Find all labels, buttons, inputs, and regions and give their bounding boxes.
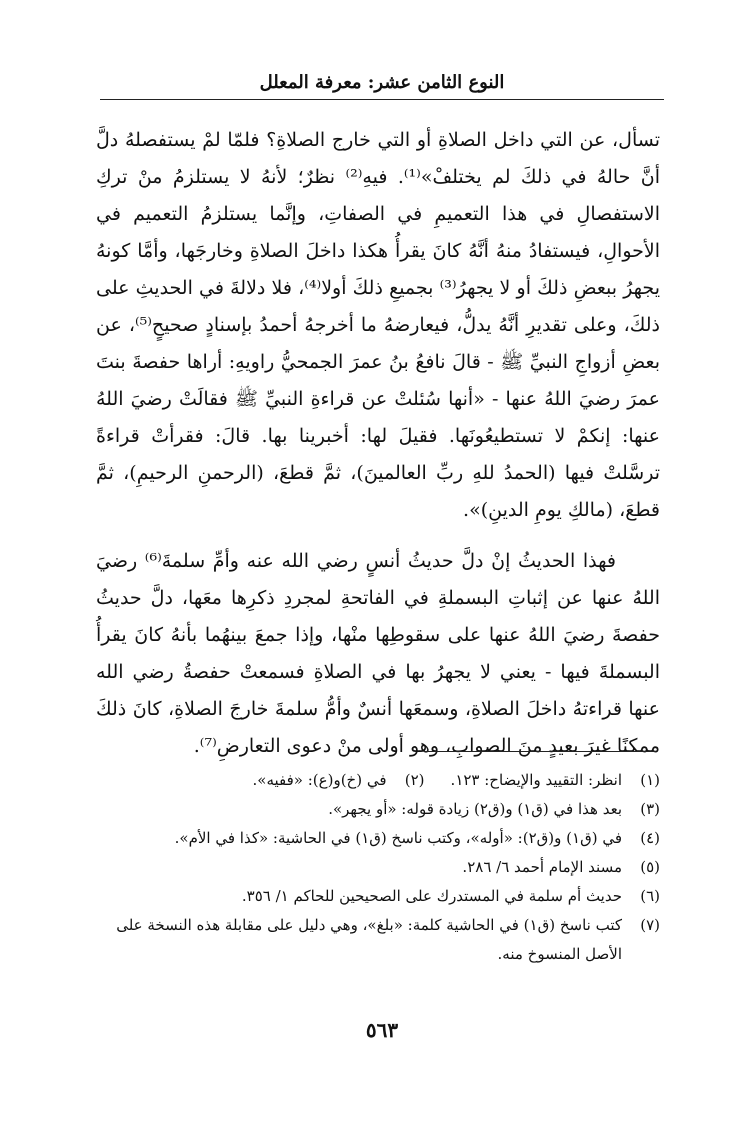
footnote-row xyxy=(96,824,660,853)
footnote-text: في (خ)و(ع): «ففيه». xyxy=(252,771,387,789)
footnote-row xyxy=(96,766,660,795)
footnote-number: (٤) xyxy=(640,829,660,847)
footnote-row xyxy=(96,795,660,824)
footnote-text: حديث أم سلمة في المستدرك على الصحيحين للحاكم ١/ ٣٥٦. xyxy=(241,887,622,905)
footnote-text: كتب ناسخ (ق١) في الحاشية كلمة: «بلغ»، وهي دليل على مقابلة هذه النسخة على الأصل المنسوخ منه. xyxy=(116,916,622,963)
footnote-number: (٧) xyxy=(640,916,660,934)
page-number: ٥٦٣ xyxy=(365,1018,399,1042)
footnote-row xyxy=(96,911,660,969)
paragraph-2: فهذا الحديثُ إنْ دلَّ حديثُ أنسٍ رضي الله عنه وأمِّ سلمةَ⁽⁶⁾ رضيَ اللهُ عنها عن إثباتِ البسملةِ في الفاتحةِ لمجردِ ذكرِها معَها، دلَّ حديثُ حفصةَ رضيَ اللهُ عنها على سقوطِها منْها، وإذا جمعَ بينهُما بأنهُ كانَ يقرأُ البسملةَ فيها - يعني لا يجهرُ بها في الصلاةِ فسمعتْ حفصةُ رضي الله عنها قراءتهُ داخلَ الصلاةِ، وسمعَها أنسٌ وأمُّ سلمةَ خارجَ الصلاةِ، كانَ ذلكَ ممكنًا غيرَ بعيدٍ منَ الصوابِ، وهو أولى منْ دعوى التعارضِ⁽⁷⁾. xyxy=(96,550,660,757)
running-title: النوع الثامن عشر: معرفة المعلل xyxy=(100,72,664,100)
footnote-text: بعد هذا في (ق١) و(ق٢) زيادة قوله: «أو يجهر». xyxy=(328,800,622,818)
footnote-text: انظر: التقييد والإيضاح: ١٢٣. xyxy=(450,771,622,789)
footnote-number: (٥) xyxy=(640,858,660,876)
footnote-divider xyxy=(424,751,656,752)
footnote-number: (٣) xyxy=(640,800,660,818)
footnote-number: (٢) xyxy=(404,771,425,789)
main-text xyxy=(96,122,660,779)
footnote-number: (٦) xyxy=(640,887,660,905)
footnotes xyxy=(96,766,660,969)
footnote-text: مسند الإمام أحمد ٦/ ٢٨٦. xyxy=(462,858,622,876)
footnote-row xyxy=(96,853,660,882)
footnote-text: في (ق١) و(ق٢): «أوله»، وكتب ناسخ (ق١) في الحاشية: «كذا في الأم». xyxy=(174,829,622,847)
footnote-row xyxy=(96,882,660,911)
footnote-number: (١) xyxy=(640,771,660,789)
paragraph-1: تسأل، عن التي داخل الصلاةِ أو التي خارج الصلاةِ؟ فلمّا لمْ يستفصلهُ دلَّ أنَّ حالهُ في ذلكَ لم يختلفْ»⁽¹⁾. فيهِ⁽²⁾ نظرٌ؛ لأنهُ لا يستلزمُ منْ تركِ الاستفصالِ في هذا التعميمِ في الصفاتِ، وإنَّما يستلزمُ التعميم في الأحوالِ، فيستفادُ منهُ أنَّهُ كانَ يقرأُ هكذا داخلَ الصلاةِ وخارجَها، وأمَّا كونهُ يجهرُ ببعضِ ذلكَ أو لا يجهرُ⁽³⁾ بجميعِ ذلكَ أولا⁽⁴⁾، فلا دلالةَ في الحديثِ على ذلكَ، وعلى تقديرِ أنَّهُ يدلُّ، فيعارضهُ ما أخرجهُ أحمدُ بإسنادٍ صحيحٍ⁽⁵⁾، عن بعضِ أزواجِ النبيِّ ﷺ - قالَ نافعُ بنُ عمرَ الجمحيُّ راويهِ: أراها حفصةَ بنتَ عمرَ رضيَ اللهُ عنها - «أنها سُئلتْ عن قراءةِ النبيِّ ﷺ فقالَتْ رضيَ اللهُ عنها: إنكمْ لا تستطيعُونَها. فقيلَ لها: أخبرينا بها. قالَ: فقرأتْ قراءةً ترسَّلتْ فيها (الحمدُ للهِ ربِّ العالمينَ)، ثمَّ قطعَ، (الرحمنِ الرحيمِ)، ثمَّ قطعَ، (مالكِ يومِ الدينِ)». xyxy=(96,129,661,521)
